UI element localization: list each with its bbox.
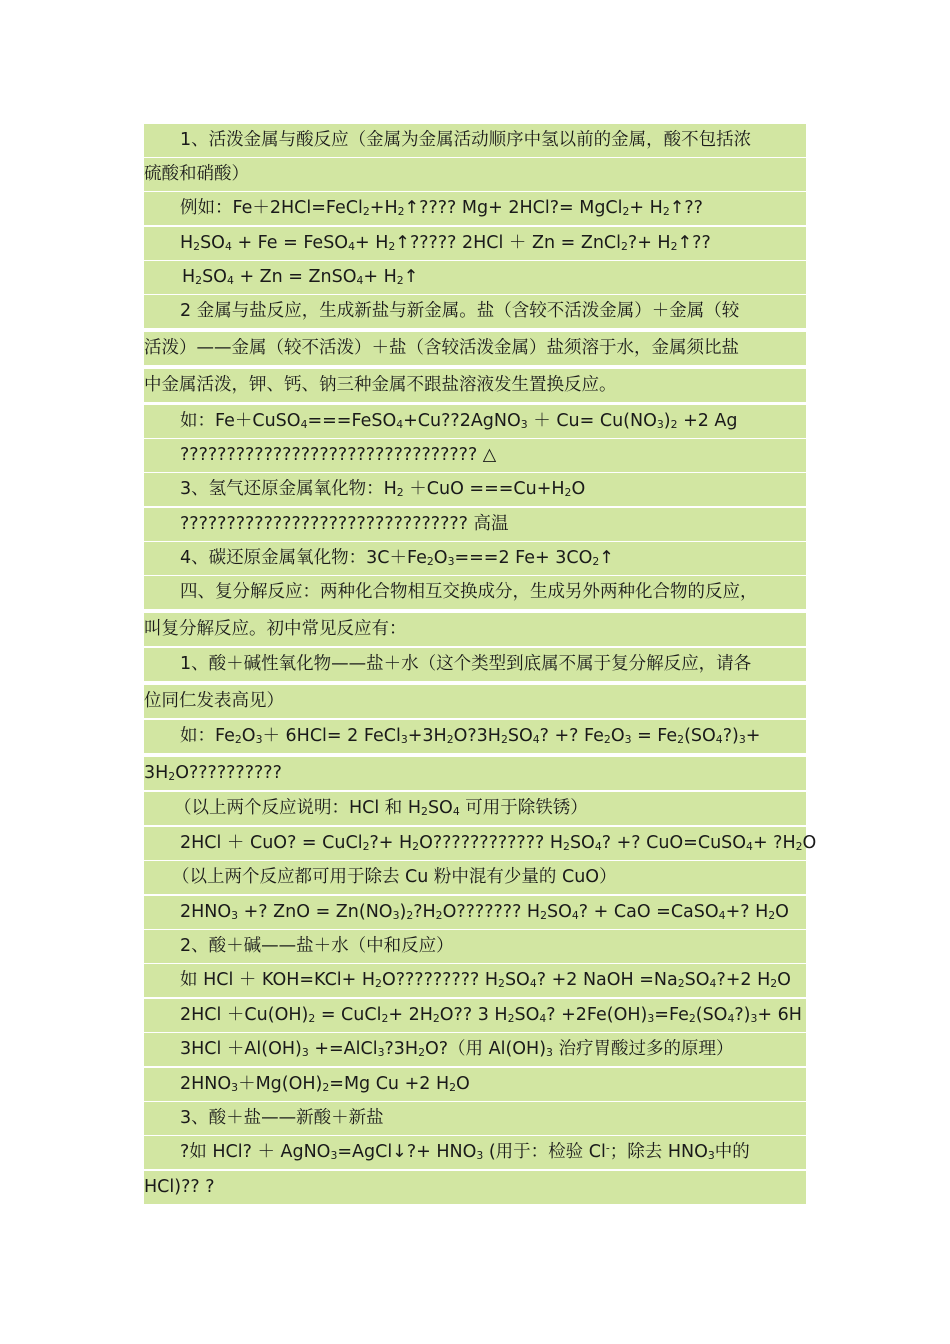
subscript: 2 [498,977,505,991]
text-line: 2、酸＋碱——盐＋水（中和反应） [180,936,454,956]
subscript: 2 [449,1081,457,1095]
equation-line [144,405,806,438]
text-segment: ↑???? Mg+ 2HCl?= MgCl [404,198,623,218]
subscript: 2 [388,240,396,254]
text-segment: + [745,726,761,746]
subscript: 2 [418,1046,425,1060]
subscript: 2 [168,770,176,784]
text-segment: 2HCl ＋ CuO? = CuCl [180,833,363,853]
equation-line [144,999,806,1032]
equation-line [144,720,806,753]
text-segment: + H [629,198,663,218]
paragraph-line [144,295,806,328]
text-segment: SO [547,902,572,922]
text-segment: SO [427,798,453,818]
text-segment: SO [504,970,530,990]
text-line: 位同仁发表高见） [144,691,284,711]
subscript: 4 [594,840,602,854]
paragraph-line [144,124,806,157]
subscript: 2 [592,555,600,569]
text-line: 活泼）——金属（较不活泼）＋盐（含较活泼金属）盐须溶于水，金属须比盐 [144,338,739,358]
equation-line [144,261,806,294]
text-segment: O [456,1074,470,1094]
text-segment: ↑????? 2HCl ＋ Zn = ZnCl [395,233,621,253]
equation-line [144,542,806,575]
subscript: 4 [396,418,404,432]
subscript: 2 [500,733,508,747]
subscript: 3 [400,733,408,747]
subscript: 3 [738,733,746,747]
subscript: 4 [348,240,355,254]
subscript: 2 [563,840,570,854]
text-line: 叫复分解反应。初中常见反应有： [144,619,407,639]
text-line: HCl)?? ? [144,1177,215,1197]
text-segment: ＋ Cu= Cu(NO [527,411,657,431]
equation-line [144,1136,806,1169]
text-segment: O [802,833,817,853]
subscript: 2 [426,555,434,569]
text-segment: SO [507,726,533,746]
superscript: - [605,1141,610,1155]
subscript: 3 [231,909,239,923]
text-segment: ?H [413,902,436,922]
subscript: 2 [234,733,242,747]
subscript: 2 [396,486,404,500]
text-segment: SO [569,833,595,853]
paragraph-line [144,332,806,365]
subscript: 4 [718,909,726,923]
subscript: 2 [688,1012,696,1026]
text-segment: +? H [725,902,769,922]
text-segment: ===FeSO [307,411,397,431]
text-segment: +H [369,198,398,218]
subscript: 3 [520,418,528,432]
text-segment: O?3H [453,726,501,746]
text-segment: 2HNO [180,902,232,922]
text-segment: ? +2 NaOH =Na [536,970,678,990]
subscript: 2 [195,274,203,288]
text-segment: O??????? H [442,902,541,922]
text-segment: 2HCl ＋Cu(OH) [180,1005,309,1025]
text-line: 1、酸＋碱性氧化物——盐＋水（这个类型到底属不属于复分解反应，请各 [180,654,752,674]
text-segment: ?+2 H [716,970,771,990]
subscript: 3 [624,733,632,747]
paragraph-line [144,685,806,718]
subscript: 2 [406,909,414,923]
text-segment: O?????????? [175,763,282,783]
text-segment: 可用于除铁锈） [459,798,588,818]
text-segment: + 6H [757,1005,802,1025]
text-segment: ＋CuO ===Cu+H [403,479,565,499]
subscript: 2 [670,418,678,432]
text-segment: ?) [722,726,739,746]
text-segment: 中的 [714,1142,750,1162]
text-segment: SO [202,267,227,287]
text-segment: ?+ H [369,833,413,853]
subscript: 4 [529,977,537,991]
subscript: 4 [356,274,364,288]
text-segment: O?? 3 H [439,1005,508,1025]
equation-line [144,827,817,860]
text-segment: ) [399,902,407,922]
subscript: 2 [362,205,370,219]
text-segment: ↑?? [669,198,703,218]
text-segment: =Mg Cu +2 H [329,1074,450,1094]
subscript: 3 [546,1046,553,1060]
text-segment: ? +? CuO=CuSO [601,833,747,853]
text-segment: ↑ [403,267,419,287]
equation-line [144,757,806,790]
note-line [144,861,806,894]
subscript: 2 [375,977,382,991]
subscript: 3 [231,1081,239,1095]
subscript: 4 [300,418,308,432]
text-segment: ? +2Fe(OH) [546,1005,648,1025]
text-segment: ?+ H [627,233,671,253]
condition-line [144,439,806,472]
text-segment: (用于：检验 Cl [483,1142,606,1162]
text-line: 四、复分解反应：两种化合物相互交换成分，生成另外两种化合物的反应， [180,582,758,602]
subscript: 2 [421,805,428,819]
subscript: 2 [768,909,776,923]
paragraph-line [144,1171,806,1204]
text-segment: + H [355,233,389,253]
subscript: 4 [715,733,723,747]
text-line: 中金属活泼，钾、钙、钠三种金属不跟盐溶液发生置换反应。 [144,375,617,395]
text-segment: +Cu??2AgNO [403,411,521,431]
subscript: 2 [603,733,611,747]
text-segment: H [182,267,196,287]
subscript: 2 [362,840,370,854]
text-segment: 4、碳还原金属氧化物：3C＋Fe [180,548,427,568]
paragraph-line [144,576,806,609]
text-segment: ?如 HCl? ＋ AgNO [180,1142,331,1162]
text-segment: 3H [144,763,169,783]
equation-line [144,473,806,506]
equation-line [144,1068,806,1101]
text-segment: H [180,233,194,253]
text-line: 1、活泼金属与酸反应（金属为金属活动顺序中氢以前的金属，酸不包括浓 [180,130,752,150]
text-line: （以上两个反应都可用于除去 Cu 粉中混有少量的 CuO） [172,867,617,887]
subscript: 2 [396,274,404,288]
text-segment: =Fe [654,1005,689,1025]
paragraph-line [144,613,806,646]
text-segment: （以上两个反应说明：HCl 和 H [174,798,422,818]
subscript: 2 [670,240,678,254]
subscript: 3 [476,1149,484,1163]
text-segment: + H [363,267,397,287]
text-line: 硫酸和硝酸） [144,164,249,184]
text-segment: ＋ 6HCl= 2 FeCl [262,726,401,746]
subscript: 4 [709,977,717,991]
subscript: 4 [727,1012,735,1026]
text-segment: (SO [684,726,716,746]
text-segment: +=AlCl [308,1039,378,1059]
text-line: 2 金属与盐反应，生成新盐与新金属。盐（含较不活泼金属）＋金属（较 [180,301,740,321]
text-segment: O [571,479,586,499]
subscript: 3 [330,1149,338,1163]
subscript: 2 [770,977,778,991]
paragraph-line [144,369,806,402]
text-segment: O [433,548,448,568]
text-segment: ) [663,411,671,431]
text-segment: ；除去 HNO [609,1142,708,1162]
text-segment: O [610,726,625,746]
condition-line [144,508,806,541]
subscript: 4 [539,1012,547,1026]
text-segment: 例如：Fe＋2HCl=FeCl [180,198,363,218]
subscript: 2 [677,977,685,991]
text-segment: +3H [407,726,447,746]
paragraph-line [144,930,806,963]
text-line: 3、酸＋盐——新酸＋新盐 [180,1108,384,1128]
text-segment: + ?H [752,833,796,853]
equation-line [144,964,806,997]
subscript: 3 [447,555,455,569]
text-segment: = CuCl [315,1005,382,1025]
subscript: 2 [435,909,443,923]
text-segment: 2HNO [180,1074,232,1094]
equation-line [144,896,806,929]
text-segment: 如：Fe [180,726,235,746]
text-segment: =AgCl↓?+ HNO [337,1142,477,1162]
text-segment: ? +? Fe [539,726,604,746]
text-segment: ↑?? [677,233,711,253]
subscript: 4 [532,733,540,747]
paragraph-line [144,1102,806,1135]
subscript: 3 [377,1046,385,1060]
subscript: 2 [622,205,630,219]
text-segment: SO [200,233,225,253]
subscript: 2 [193,240,201,254]
text-segment: 3HCl ＋Al(OH) [180,1039,302,1059]
subscript: 4 [746,840,753,854]
subscript: 4 [224,240,232,254]
subscript: 2 [446,733,454,747]
text-segment: ?) [734,1005,751,1025]
text-segment: 3、氢气还原金属氧化物：H [180,479,397,499]
subscript: 3 [255,733,263,747]
subscript: 2 [308,1012,316,1026]
text-line: ??????????????????????????????? 高温 [180,514,509,534]
text-segment: O [777,970,791,990]
equation-line [144,227,806,260]
subscript: 4 [571,909,579,923]
text-segment: +2 Ag [677,411,738,431]
equation-line [144,192,806,225]
text-segment: SO [684,970,710,990]
subscript: 2 [432,1012,440,1026]
text-segment: 治疗胃酸过多的原理） [552,1039,734,1059]
subscript: 3 [656,418,664,432]
subscript: 2 [412,840,420,854]
subscript: 4 [452,805,460,819]
subscript: 2 [662,205,670,219]
subscript: 2 [381,1012,389,1026]
text-segment: + Fe = FeSO [231,233,349,253]
text-segment: 如：Fe＋CuSO [180,411,301,431]
subscript: 3 [647,1012,655,1026]
text-segment: O [775,902,789,922]
text-segment: ? + CaO =CaSO [578,902,719,922]
equation-line [144,1033,806,1066]
subscript: 2 [540,909,547,923]
text-segment: ＋Mg(OH) [238,1074,323,1094]
text-segment: 如 HCl ＋ KOH=KCl+ H [180,970,376,990]
text-segment: = Fe [631,726,678,746]
subscript: 2 [621,240,628,254]
subscript: 3 [707,1149,715,1163]
text-segment: SO [514,1005,540,1025]
text-segment: ===2 Fe+ 3CO [454,548,593,568]
text-segment: + Zn = ZnSO [233,267,357,287]
subscript: 3 [392,909,400,923]
subscript: 2 [795,840,803,854]
paragraph-line [144,158,806,191]
text-segment: (SO [695,1005,728,1025]
subscript: 2 [507,1012,515,1026]
subscript: 2 [677,733,685,747]
subscript: 4 [226,274,234,288]
text-segment: O [241,726,256,746]
note-line [144,792,806,825]
text-segment: +? ZnO = Zn(NO [238,902,393,922]
subscript: 3 [301,1046,309,1060]
text-segment: ?3H [384,1039,419,1059]
text-line: ???????????????????????????????? △ [180,445,497,465]
text-segment: O???????????? H [419,833,564,853]
text-segment: + 2H [388,1005,433,1025]
text-segment: ↑ [599,548,614,568]
paragraph-line [144,648,806,681]
text-segment: O?（用 Al(OH) [424,1039,547,1059]
subscript: 2 [397,205,405,219]
subscript: 3 [750,1012,758,1026]
subscript: 2 [322,1081,330,1095]
subscript: 2 [564,486,572,500]
document-page [144,124,817,1204]
text-segment: O????????? H [381,970,499,990]
